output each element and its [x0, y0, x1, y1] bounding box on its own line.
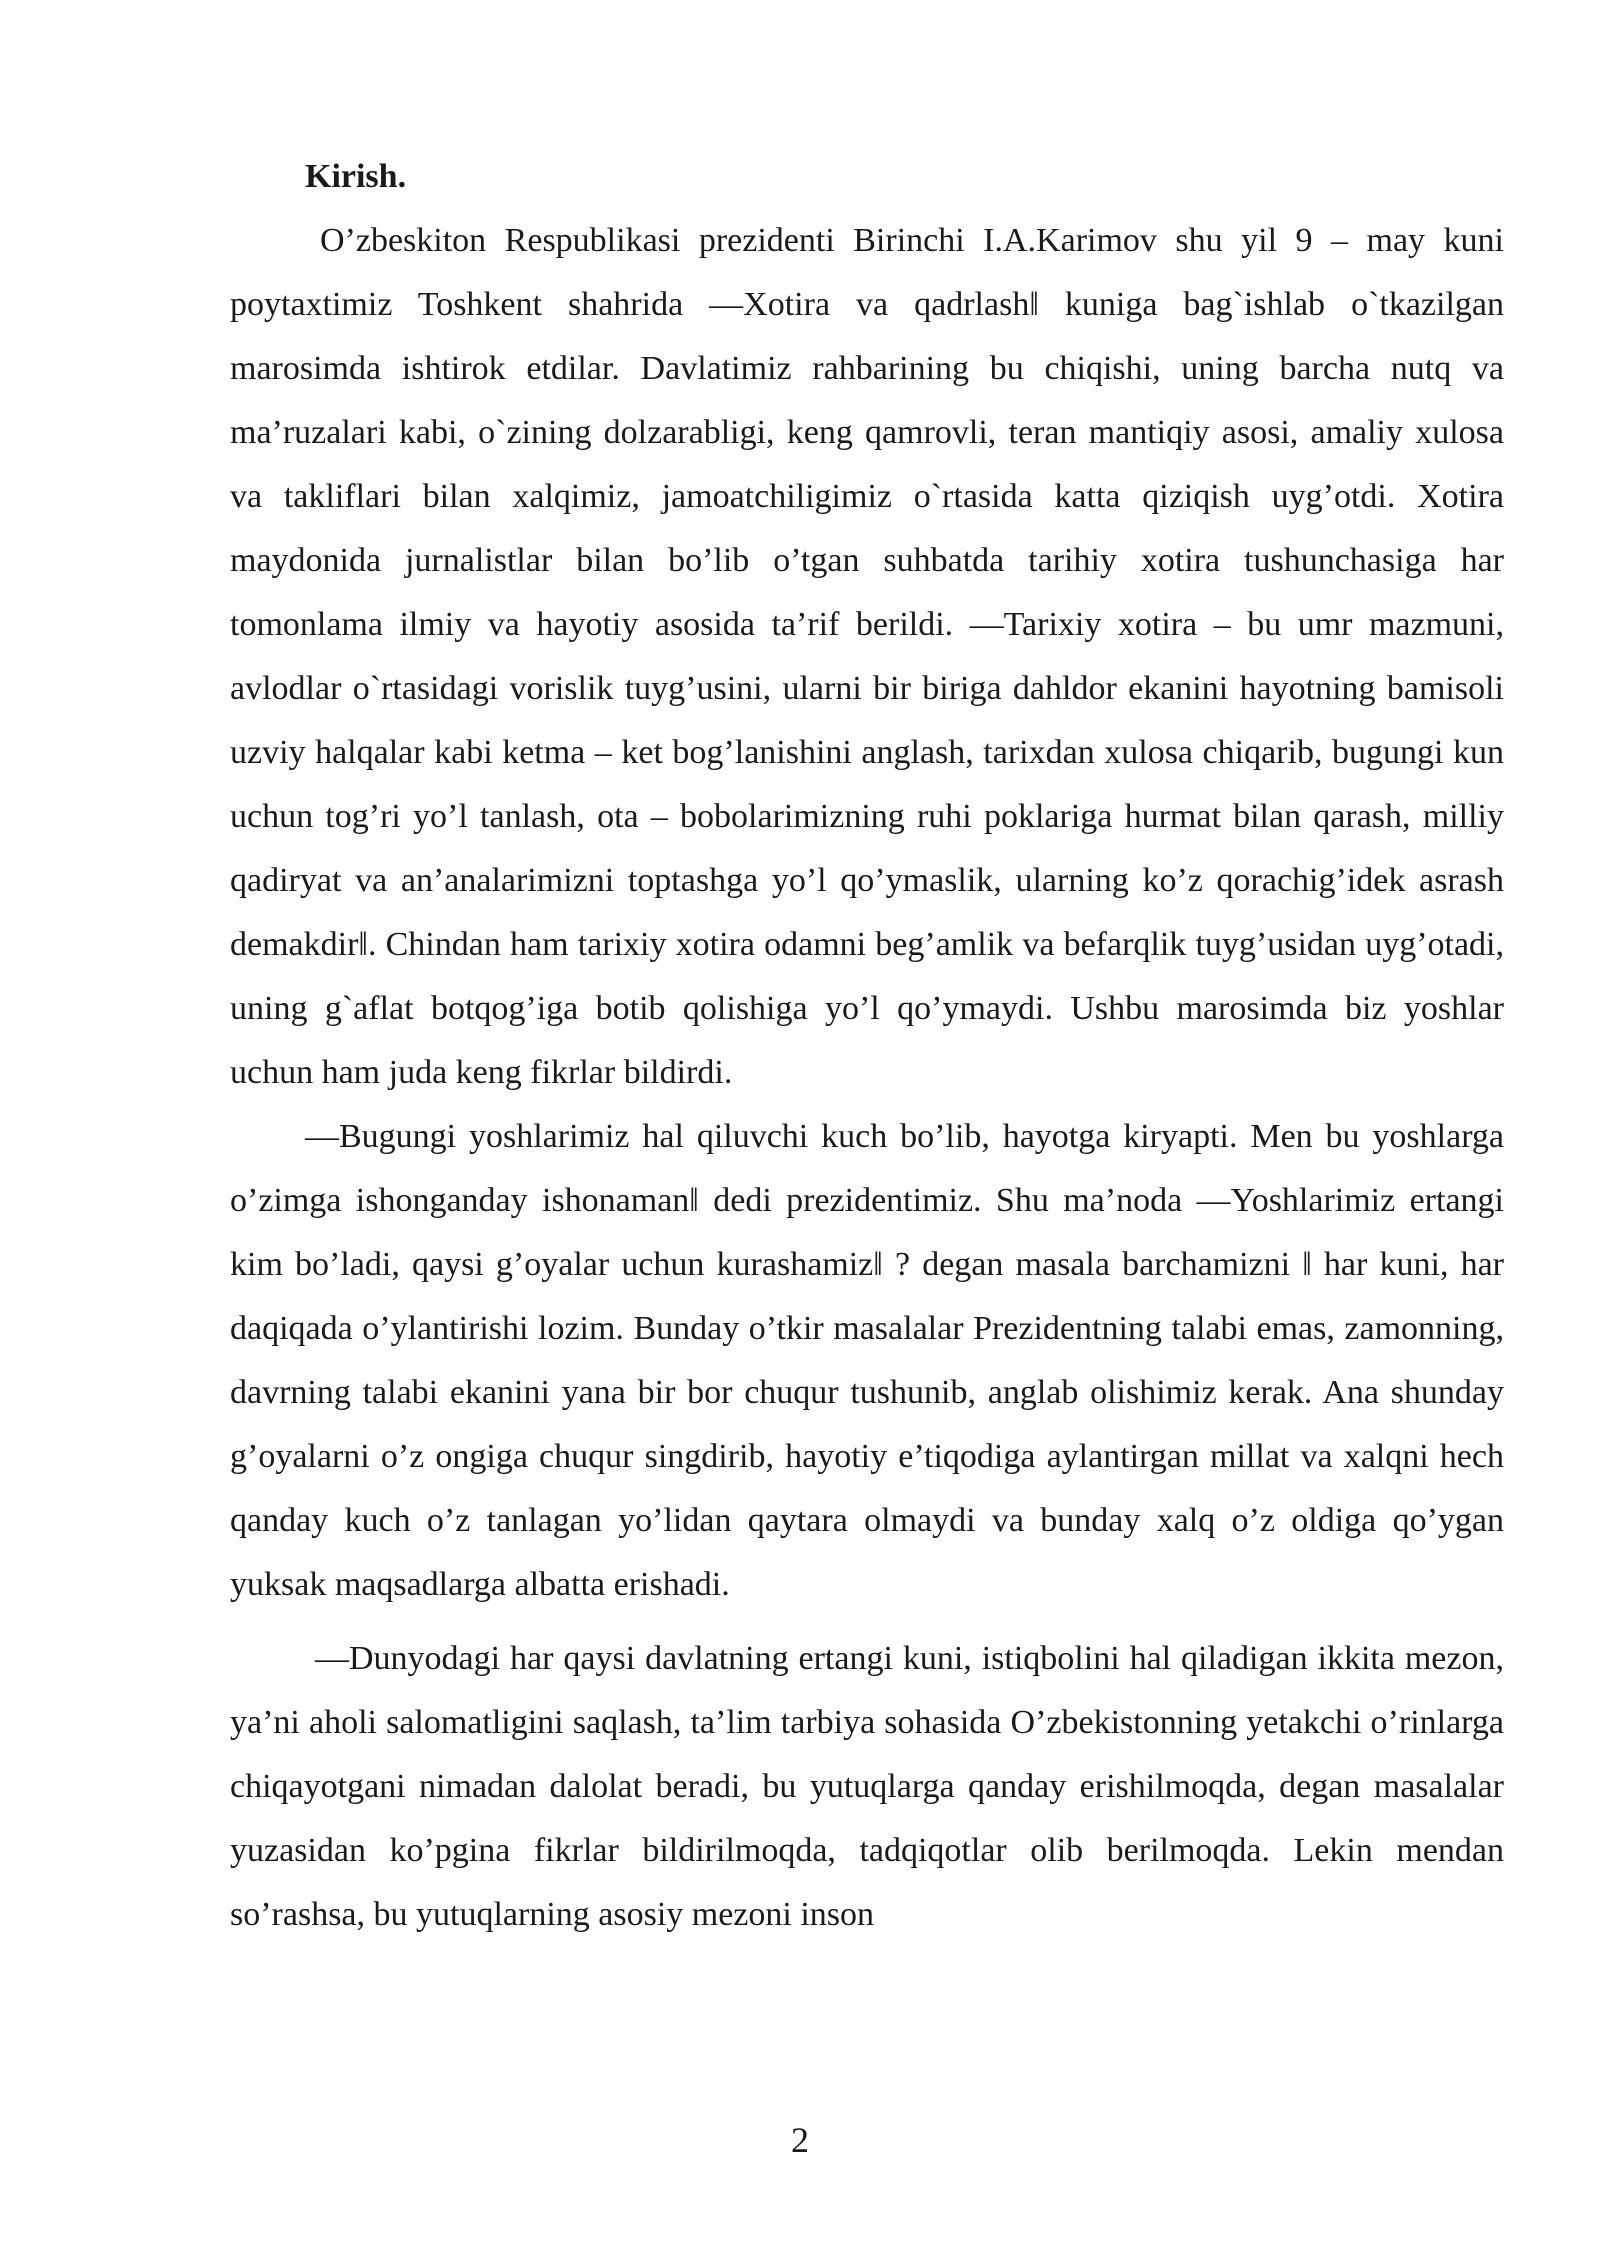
paragraph-criteria: ―Dunyodagi har qaysi davlatning ertangi kuni, istiqbolini hal qiladigan ikkita mezon, ya’ni aholi salomatligini saqlash, ta’lim tarbiya sohasida O’zbekistonning yetakchi o’rinlarga chiqayotgani nimadan dalolat beradi, bu yutuqlarga qanday erishilmoqda, degan masalalar yuzasidan ko’pgina fikrlar bildirilmoqda, tadqiqotlar olib berilmoqda. Lekin mendan so’rashsa, bu yutuqlarning asosiy mezoni inson [230, 1640, 1504, 1933]
paragraph-youth: ―Bugungi yoshlarimiz hal qiluvchi kuch bo’lib, hayotga kiryapti. Men bu yoshlarga o’zimga ishonganday ishonaman‖ dedi prezidentimiz. Shu ma’noda ―Yoshlarimiz ertangi kim bo’ladi, qaysi g’oyalar uchun kurashamiz‖ ? degan masala barchamizni ‖ har kuni, har daqiqada o’ylantirishi lozim. Bunday o’tkir masalalar Prezidentning talabi emas, zamonning, davrning talabi ekanini yana bir bor chuqur tushunib, anglab olishimiz kerak. Ana shunday g’oyalarni o’z ongiga chuqur singdirib, hayotiy e’tiqodiga aylantirgan millat va xalqni hech qanday kuch o’z tanlagan yo’lidan qaytara olmaydi va bunday xalq o’z oldiga qo’ygan yuksak maqsadlarga albatta erishadi. [230, 1118, 1504, 1603]
page-body [230, 145, 1504, 1947]
paragraph-intro: O’zbeskiton Respublikasi prezidenti Birinchi I.A.Karimov shu yil 9 – may kuni poytaxtimiz Toshkent shahrida ―Xotira va qadrlash‖ kuniga bag`ishlab o`tkazilgan marosimda ishtirok etdilar. Davlatimiz rahbarining bu chiqishi, uning barcha nutq va ma’ruzalari kabi, o`zining dolzarabligi, keng qamrovli, teran mantiqiy asosi, amaliy xulosa va takliflari bilan xalqimiz, jamoatchiligimiz o`rtasida katta qiziqish uyg’otdi. Xotira maydonida jurnalistlar bilan bo’lib o’tgan suhbatda tarihiy xotira tushunchasiga har tomonlama ilmiy va hayotiy asosida ta’rif berildi. ―Tarixiy xotira – bu umr mazmuni, avlodlar o`rtasidagi vorislik tuyg’usini, ularni bir biriga dahldor ekanini hayotning bamisoli uzviy halqalar kabi ketma – ket bog’lanishini anglash, tarixdan xulosa chiqarib, bugungi kun uchun tog’ri yo’l tanlash, ota – bobolarimizning ruhi poklariga hurmat bilan qarash, milliy qadiryat va an’analarimizni toptashga yo’l qo’ymaslik, ularning ko’z qorachig’idek asrash demakdir‖. Chindan ham tarixiy xotira odamni beg’amlik va befarqlik tuyg’usidan uyg’otadi, uning g`aflat botqog’iga botib qolishiga yo’l qo’ymaydi. Ushbu marosimda biz yoshlar uchun ham juda keng fikrlar bildirdi. [230, 222, 1504, 1091]
section-heading: Kirish. [305, 158, 407, 195]
page-number: 2 [791, 2120, 809, 2160]
